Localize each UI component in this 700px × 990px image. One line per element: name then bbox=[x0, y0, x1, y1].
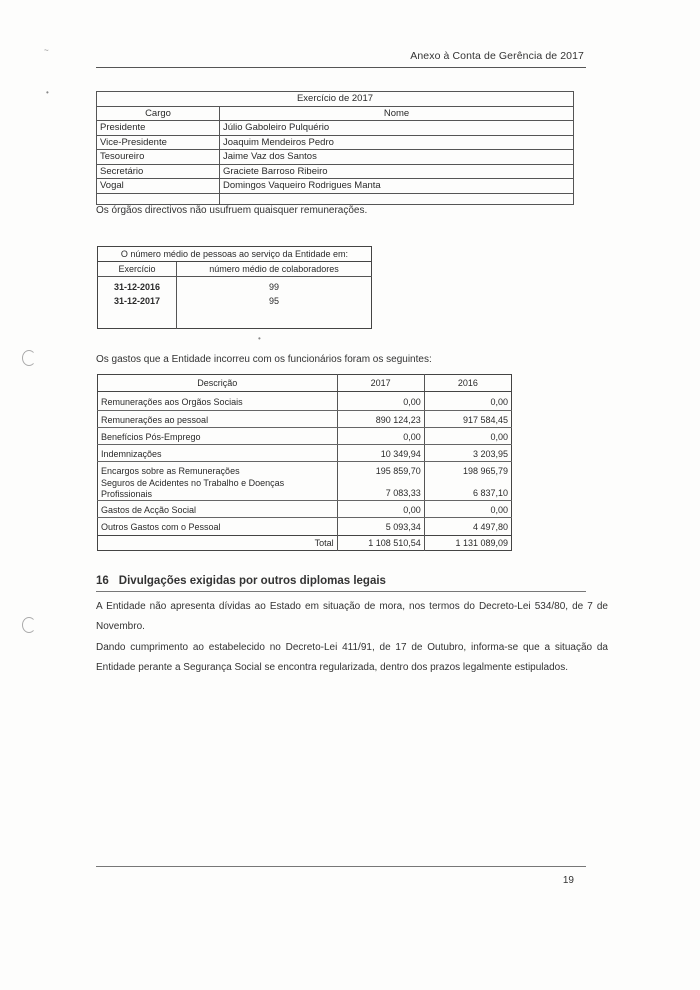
date-cell: 31-12-2016 bbox=[98, 277, 177, 295]
value-2016-cell: 917 584,45 bbox=[424, 411, 511, 428]
table-row bbox=[97, 150, 574, 165]
header-divider bbox=[96, 67, 586, 68]
value-2016-cell: 6 837,10 bbox=[424, 478, 511, 501]
description-cell: Gastos de Acção Social bbox=[98, 501, 338, 518]
value-2017-cell: 0,00 bbox=[337, 501, 424, 518]
table-row bbox=[97, 179, 574, 194]
scan-dot: • bbox=[46, 88, 49, 97]
staff-table-title: O número médio de pessoas ao serviço da Entidade em: bbox=[98, 247, 372, 262]
value-2017-cell: 5 093,34 bbox=[337, 518, 424, 536]
role-cell: Secretário bbox=[97, 164, 220, 179]
role-cell: Presidente bbox=[97, 121, 220, 136]
table-row bbox=[98, 411, 512, 428]
value-2016-cell: 198 965,79 bbox=[462, 466, 508, 476]
table-row-empty bbox=[98, 308, 372, 329]
col-2016-header: 2016 bbox=[424, 375, 511, 392]
total-2017-cell: 1 108 510,54 bbox=[337, 536, 424, 551]
value-2017-cell: 10 349,94 bbox=[337, 445, 424, 462]
name-cell: Joaquim Mendeiros Pedro bbox=[220, 135, 574, 150]
scan-mark: ~ bbox=[44, 46, 49, 55]
description-cell: Encargos sobre as Remunerações bbox=[98, 462, 338, 479]
count-cell: 95 bbox=[268, 296, 279, 306]
value-2017-cell: 890 124,23 bbox=[337, 411, 424, 428]
value-2017-cell: 7 083,33 bbox=[337, 478, 424, 501]
table-row bbox=[97, 92, 574, 107]
name-cell: Júlio Gaboleiro Pulquério bbox=[220, 121, 574, 136]
value-2016-cell: 4 497,80 bbox=[472, 522, 508, 532]
section-title: Divulgações exigidas por outros diplomas legais bbox=[118, 575, 386, 587]
col-exercise-header: Exercício bbox=[98, 262, 177, 277]
section-paragraph: Dando cumprimento ao estabelecido no Decreto-Lei 411/91, de 17 de Outubro, informa-se que a situação da Entidade perante a Segurança Social se encontra regularizada, dentro dos prazos legalmente estipulados. bbox=[96, 642, 608, 673]
name-cell: Jaime Vaz dos Santos bbox=[220, 150, 574, 165]
table-row bbox=[98, 445, 512, 462]
date-cell: 31-12-2017 bbox=[98, 294, 177, 308]
table-header-row bbox=[98, 262, 372, 277]
value-2017-cell: 0,00 bbox=[337, 428, 424, 445]
table-row bbox=[98, 392, 512, 411]
value-2016-cell: 0,00 bbox=[424, 392, 511, 411]
section-number: 16 bbox=[96, 575, 109, 587]
table-row bbox=[98, 294, 372, 308]
description-line: Profissionais bbox=[101, 489, 153, 499]
value-2016-cell: 0,00 bbox=[424, 501, 511, 518]
table-total-row bbox=[98, 536, 512, 551]
section-divider bbox=[96, 591, 586, 592]
staff-table bbox=[97, 246, 372, 329]
table-row bbox=[98, 501, 512, 518]
table-row bbox=[98, 428, 512, 445]
description-line: Seguros de Acidentes no Trabalho e Doenças bbox=[101, 478, 285, 488]
table-row bbox=[98, 462, 512, 479]
expenses-intro: Os gastos que a Entidade incorreu com os funcionários foram os seguintes: bbox=[96, 354, 432, 365]
page-header-title: Anexo à Conta de Gerência de 2017 bbox=[410, 50, 584, 62]
col-name-header: Nome bbox=[220, 106, 574, 121]
col-2017-header: 2017 bbox=[337, 375, 424, 392]
table-row-empty bbox=[97, 193, 574, 204]
description-cell: Remunerações ao pessoal bbox=[98, 411, 338, 428]
description-cell: Benefícios Pós-Emprego bbox=[98, 428, 338, 445]
table-header-row bbox=[97, 106, 574, 121]
table-title-row bbox=[98, 247, 372, 262]
table-row bbox=[98, 478, 512, 501]
directors-table bbox=[96, 91, 574, 205]
punch-hole-icon bbox=[22, 617, 36, 633]
value-2016-cell: 3 203,95 bbox=[424, 445, 511, 462]
col-role-header: Cargo bbox=[97, 106, 220, 121]
description-cell bbox=[98, 478, 338, 501]
expenses-table bbox=[97, 374, 512, 551]
table-row bbox=[97, 164, 574, 179]
description-cell: Outros Gastos com o Pessoal bbox=[98, 518, 338, 536]
exercise-label: Exercício de 2017 bbox=[97, 92, 574, 107]
value-2017-cell: 195 859,70 bbox=[337, 462, 424, 479]
value-2016-cell: 0,00 bbox=[424, 428, 511, 445]
col-description-header: Descrição bbox=[98, 375, 338, 392]
table-row bbox=[97, 135, 574, 150]
scan-dot: • bbox=[258, 334, 261, 343]
name-cell: Graciete Barroso Ribeiro bbox=[220, 164, 574, 179]
total-2016-cell: 1 131 089,09 bbox=[424, 536, 511, 551]
punch-hole-icon bbox=[22, 350, 36, 366]
description-cell: Remunerações aos Orgãos Sociais bbox=[98, 392, 338, 411]
role-cell: Tesoureiro bbox=[97, 150, 220, 165]
value-2017-cell: 0,00 bbox=[337, 392, 424, 411]
name-cell: Domingos Vaqueiro Rodrigues Manta bbox=[220, 179, 574, 194]
count-cell: 99 bbox=[268, 282, 279, 292]
table-row bbox=[98, 277, 372, 295]
role-cell: Vice-Presidente bbox=[97, 135, 220, 150]
section-paragraph: A Entidade não apresenta dívidas ao Estado em situação de mora, nos termos do Decreto-Lei 534/80, de 7 de Novembro. bbox=[96, 601, 608, 632]
section-heading bbox=[96, 575, 386, 587]
description-cell: Indemnizações bbox=[98, 445, 338, 462]
table-row bbox=[97, 121, 574, 136]
table-header-row bbox=[98, 375, 512, 392]
footer-divider bbox=[96, 866, 586, 867]
role-cell: Vogal bbox=[97, 179, 220, 194]
page-number: 19 bbox=[562, 875, 574, 886]
total-label: Total bbox=[98, 536, 338, 551]
directors-note: Os órgãos directivos não usufruem quaisquer remunerações. bbox=[96, 205, 368, 216]
col-count-header: número médio de colaboradores bbox=[177, 262, 372, 277]
table-row bbox=[98, 518, 512, 536]
